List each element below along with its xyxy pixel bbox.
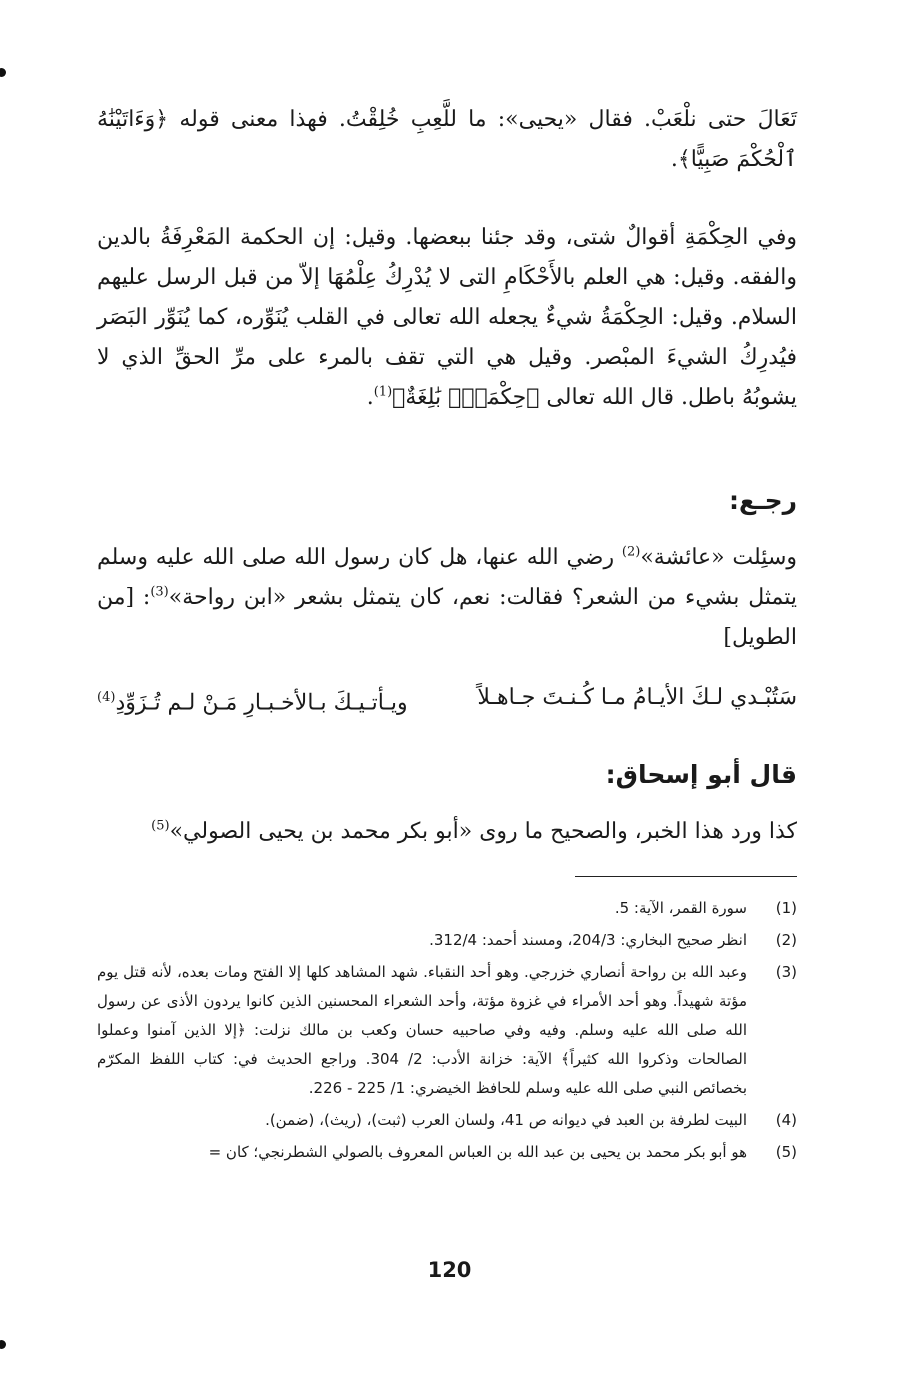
verse-second-hemistich-text: ويـأتـيـكَ بـالأخـبـارِ مَـنْ لـم تُـزَوِّدِ bbox=[115, 690, 408, 716]
paragraph-3-text: رضي الله عنها، هل كان رسول الله صلى الله عليه وسلم يتمثل بشيء من الشعر؟ فقالت: نعم، كان يتمثل بشعر «ابن رواحة» bbox=[97, 545, 797, 610]
footnote-ref: (2) bbox=[621, 544, 641, 560]
footnote bbox=[97, 894, 797, 923]
paragraph-3 bbox=[97, 538, 797, 658]
scan-edge-mark bbox=[0, 68, 6, 77]
footnote bbox=[97, 1106, 797, 1135]
paragraph-3-text: وسئِلت «عائشة» bbox=[640, 545, 797, 570]
footnote-text: انظر صحيح البخاري: 204/3، ومسند أحمد: 312/4. bbox=[429, 931, 747, 949]
footnote-ref: (5) bbox=[151, 818, 170, 834]
footnote-number: (2) bbox=[775, 931, 797, 949]
paragraph-1: تَعَالَ حتى نلْعَبْ. فقال «يحيى»: ما للَّعِبِ خُلِقْتُ. فهذا معنى قوله ﴿وَءَاتَيْنَٰهُ ٱلْحُكْمَ صَبِيًّا﴾. bbox=[97, 107, 797, 172]
paragraph-3-text: : [من الطويل] bbox=[97, 585, 797, 650]
footnote-ref: (3) bbox=[150, 584, 169, 600]
paragraph-2-text: وفي الحِكْمَةِ أقوالٌ شتى، وقد جئنا ببعضها. وقيل: إن الحكمة المَعْرِفَةُ بالدين والفقه. وقيل: هي العلم بالأَحْكَامِ التى لا يُدْرِكُ عِلْمُهَا إلاّ من قبل الرسل عليهم السلام. وقيل: الحِكْمَةُ شيءٌ يجعله الله تعالى في القلب يُنَوِّره، كما يُنَوِّر البَصَر فيُدرِكُ الشيءَ المبْصر. وقيل هي التي تقف بالمرء على مرِّ الحقِّ الذي لا يشوبُهُ باطل. قال الله تعالى ﴿حِكْمَةٌۢ بَٰلِغَةٌ﴾ bbox=[97, 225, 797, 410]
paragraph-4-text: كذا ورد هذا الخبر، والصحيح ما روى «أبو بكر محمد بن يحيى الصولي» bbox=[169, 819, 797, 844]
footnote-number: (5) bbox=[775, 1143, 797, 1161]
paragraph-4 bbox=[97, 812, 797, 852]
footnote-ref: (1) bbox=[373, 384, 393, 400]
verse-second-hemistich bbox=[97, 678, 408, 723]
footnote bbox=[97, 958, 797, 1103]
footnote bbox=[97, 1138, 797, 1167]
footnote-number: (4) bbox=[775, 1111, 797, 1129]
footnote-number: (3) bbox=[775, 963, 797, 981]
footnote-text: البيت لطرفة بن العبد في ديوانه ص 41، ولسان العرب (ثبت)، (ريث)، (ضمن). bbox=[265, 1111, 747, 1129]
verse-first-hemistich: سَتُبْـدي لـكَ الأيـامُ مـا كُـنـتَ جـاهـلاً bbox=[477, 685, 797, 710]
footnote bbox=[97, 926, 797, 955]
footnote-separator bbox=[575, 876, 797, 877]
footnote-text: هو أبو بكر محمد بن يحيى بن عبد الله بن العباس المعروف بالصولي الشطرنجي؛ كان = bbox=[208, 1143, 747, 1161]
footnotes bbox=[97, 894, 797, 1170]
page-number: 120 bbox=[427, 1258, 472, 1282]
scan-edge-mark bbox=[0, 1340, 6, 1349]
poetry-verse bbox=[97, 678, 797, 723]
footnote-text: سورة القمر، الآية: 5. bbox=[614, 899, 747, 917]
paragraph-2: وفي الحِكْمَةِ أقوالٌ شتى، وقد جئنا ببعضها. وقيل: إن الحكمة المَعْرِفَةُ بالدين والفقه. وقيل: هي العلم بالأَحْكَامِ التى لا يُدْرِكُ عِلْمُهَا إلاّ من قبل الرسل عليهم السلام. وقيل: الحِكْمَةُ شيءٌ يجعله الله تعالى في القلب يُنَوِّره، كما يُنَوِّر البَصَر فيُدرِكُ الشيءَ المبْصر. وقيل هي التي تقف بالمرء على مرِّ الحقِّ الذي لا يشوبُهُ باطل. قال الله تعالى ﴿حِكْمَةٌۢ بَٰلِغَةٌ﴾$^{(1)}$. bbox=[97, 225, 797, 410]
footnote-text: وعبد الله بن رواحة أنصاري خزرجي. وهو أحد النقباء. شهد المشاهد كلها إلا الفتح ومات بعده، لأنه قتل يوم مؤتة شهيداً. وهو أحد الأمراء في غزوة مؤتة، وأحد الشعراء المحسنين الذين كانوا يردون الأذى عن رسول الله صلى الله عليه وسلم. وفيه وفي صاحبيه حسان وكعب بن مالك نزلت: ﴿إلا الذين آمنوا وعملوا الصالحات وذكروا الله كثيراً﴾ الآية: خزانة الأدب: 2/ 304. وراجع الحديث في: كتاب اللفظ المكرّم بخصائص النبي صلى الله عليه وسلم للحافظ الخيضري: 1/ 225 - 226. bbox=[97, 963, 747, 1097]
section-heading-rujuu: رجـع: bbox=[728, 486, 797, 515]
footnote-number: (1) bbox=[775, 899, 797, 917]
footnote-ref: (4) bbox=[97, 690, 116, 705]
section-heading-abu-ishaq: قال أبو إسحاق: bbox=[605, 760, 797, 789]
